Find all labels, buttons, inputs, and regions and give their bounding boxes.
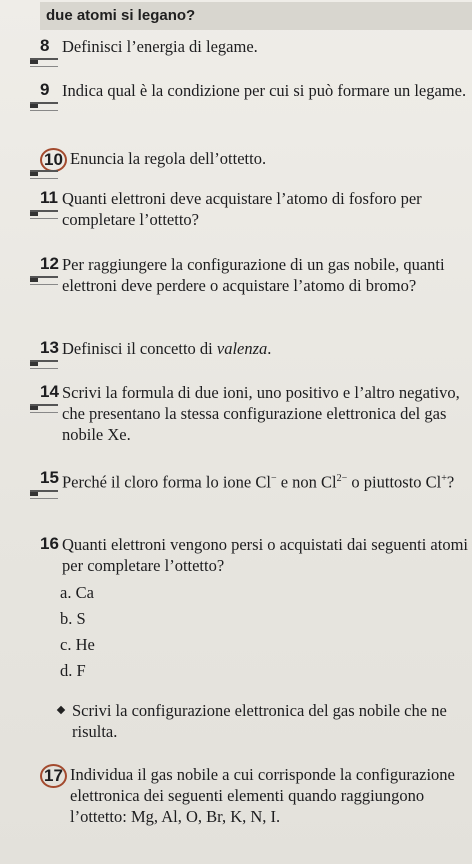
question-number: 9 xyxy=(40,80,50,99)
question-number: 17 xyxy=(40,764,67,788)
difficulty-marker-icon xyxy=(30,404,58,413)
section-heading: due atomi si legano? xyxy=(40,2,472,30)
option-d: d. F xyxy=(60,661,86,680)
bullet-icon xyxy=(57,706,65,714)
question-16 xyxy=(40,534,470,576)
question-11 xyxy=(40,188,470,230)
difficulty-marker-icon xyxy=(30,58,58,67)
question-text: Quanti elettroni vengono persi o acquistati dai seguenti atomi per completare l’ottetto? xyxy=(62,535,468,575)
option-c: c. He xyxy=(60,635,95,654)
question-15 xyxy=(40,468,470,493)
difficulty-marker-icon xyxy=(30,210,58,219)
question-text: Scrivi la formula di due ioni, uno positivo e l’altro negativo, che presentano la stessa configurazione elettronica del gas nobile Xe. xyxy=(62,383,460,444)
question-text: Definisci l’energia di legame. xyxy=(62,37,258,56)
question-number: 14 xyxy=(40,382,59,401)
question-8 xyxy=(40,36,470,57)
question-13 xyxy=(40,338,470,359)
option-a: a. Ca xyxy=(60,583,94,602)
question-text: Definisci il concetto di valenza. xyxy=(62,339,272,358)
question-9 xyxy=(40,80,470,101)
question-text: Quanti elettroni deve acquistare l’atomo di fosforo per completare l’ottetto? xyxy=(62,189,422,229)
bullet-instruction: Scrivi la configurazione elettronica del gas nobile che ne risulta. xyxy=(58,700,458,742)
difficulty-marker-icon xyxy=(30,276,58,285)
difficulty-marker-icon xyxy=(30,170,58,179)
question-text: Indica qual è la condizione per cui si può formare un legame. xyxy=(62,81,467,100)
question-number: 11 xyxy=(40,188,58,207)
question-number: 10 xyxy=(40,148,67,172)
difficulty-marker-icon xyxy=(30,102,58,111)
question-number: 16 xyxy=(40,534,59,553)
difficulty-marker-icon xyxy=(30,490,58,499)
question-number: 13 xyxy=(40,338,59,357)
question-number: 15 xyxy=(40,468,59,487)
question-text: Individua il gas nobile a cui corrisponde la configurazione elettronica dei seguenti elementi quando raggiungono l’ottetto: Mg, Al, O, Br, K, N, I. xyxy=(70,765,455,826)
difficulty-marker-icon xyxy=(30,360,58,369)
question-text: Enuncia la regola dell’ottetto. xyxy=(70,149,267,168)
question-14 xyxy=(40,382,470,445)
question-text: Per raggiungere la configurazione di un gas nobile, quanti elettroni deve perdere o acquistare l’atomo di bromo? xyxy=(62,255,445,295)
question-12 xyxy=(40,254,470,296)
question-10 xyxy=(40,148,470,169)
question-text: Perché il cloro forma lo ione Cl− e non $Cl^{2-}$ o piuttosto Cl+? xyxy=(62,472,455,492)
question-17 xyxy=(40,764,470,827)
option-b: b. S xyxy=(60,609,86,628)
question-number: 8 xyxy=(40,36,50,55)
question-number: 12 xyxy=(40,254,59,273)
